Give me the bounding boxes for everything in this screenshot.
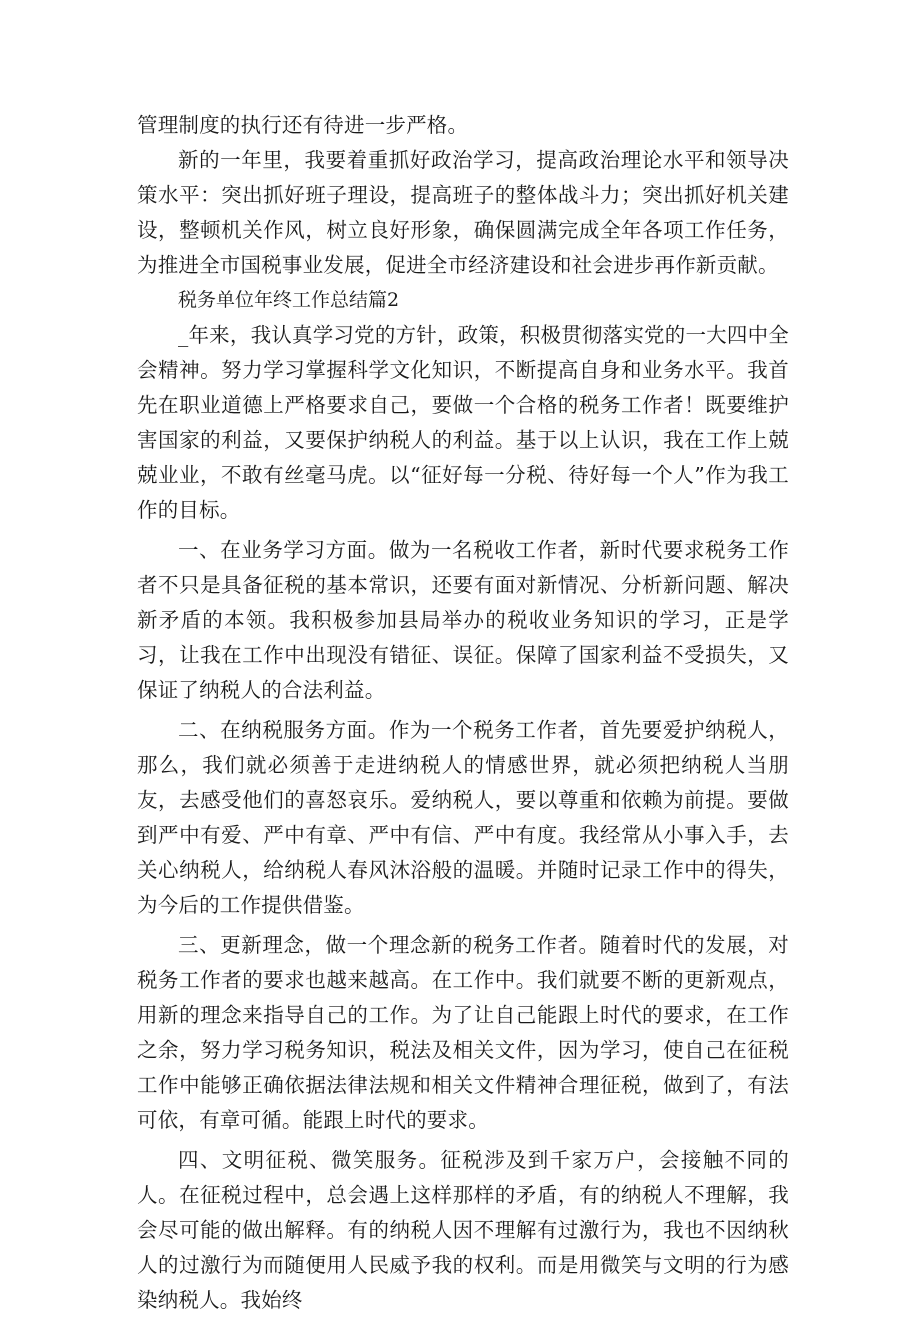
- paragraph-civilized-tax: 四、文明征税、微笑服务。征税涉及到千家万户，会接触不同的人。在征税过程中，总会遇上这样那样的矛盾，有的纳税人不理解，我会尽可能的做出解释。有的纳税人因不理解有过激行为，我也不因纳秋人的过激行为而随便用人民威予我的权利。而是用微笑与文明的行为感染纳税人。我始终: [137, 1148, 789, 1312]
- paragraph-continuation: 管理制度的执行还有待进一步严格。: [137, 113, 469, 137]
- section-heading: 税务单位年终工作总结篇2: [178, 289, 400, 311]
- paragraph-new-concepts: 三、更新理念，做一个理念新的税务工作者。随着时代的发展，对税务工作者的要求也越来越高。在工作中。我们就要不断的更新观点，用新的理念来指导自己的工作。为了让自己能跟上时代的要求，在工作之余，努力学习税务知识，税法及相关文件，因为学习，使自己在征税工作中能够正确依据法律法规和相关文件精神合理征税，做到了，有法可依，有章可循。能跟上时代的要求。: [137, 933, 789, 1132]
- paragraph-intro: _年来，我认真学习党的方针，政策，积极贯彻落实党的一大四中全会精神。努力学习掌握科学文化知识，不断提高自身和业务水平。我首先在职业道德上严格要求自己，要做一个合格的税务工作者！既要维护害国家的利益，又要保护纳税人的利益。基于以上认识，我在工作上兢兢业业，不敢有丝毫马虎。以“征好每一分税、待好每一个人”作为我工作的目标。: [137, 323, 789, 522]
- paragraph-tax-service: 二、在纳税服务方面。作为一个税务工作者，首先要爱护纳税人，那么，我们就必须善于走进纳税人的情感世界，就必须把纳税人当朋友，去感受他们的喜怒哀乐。爱纳税人，要以尊重和依赖为前提。要做到严中有爱、严中有章、严中有信、严中有度。我经常从小事入手，去关心纳税人，给纳税人春风沐浴般的温暖。并随时记录工作中的得失，为今后的工作提供借鉴。: [137, 718, 789, 917]
- paragraph-new-year-plan: 新的一年里，我要着重抓好政治学习，提高政治理论水平和领导决策水平：突出抓好班子理设，提高班子的整体战斗力；突出抓好机关建设，整顿机关作风，树立良好形象，确保圆满完成全年各项工作任务，为推进全市国税事业发展，促进全市经济建设和社会进步再作新贡献。: [137, 148, 789, 277]
- paragraph-business-study: 一、在业务学习方面。做为一名税收工作者，新时代要求税务工作者不只是具备征税的基本常识，还要有面对新情况、分析新问题、解决新矛盾的本领。我积极参加县局举办的税收业务知识的学习，正是学习，让我在工作中出现没有错征、误征。保障了国家利益不受损失，又保证了纳税人的合法利益。: [137, 538, 789, 702]
- document-page: [137, 108, 789, 1318]
